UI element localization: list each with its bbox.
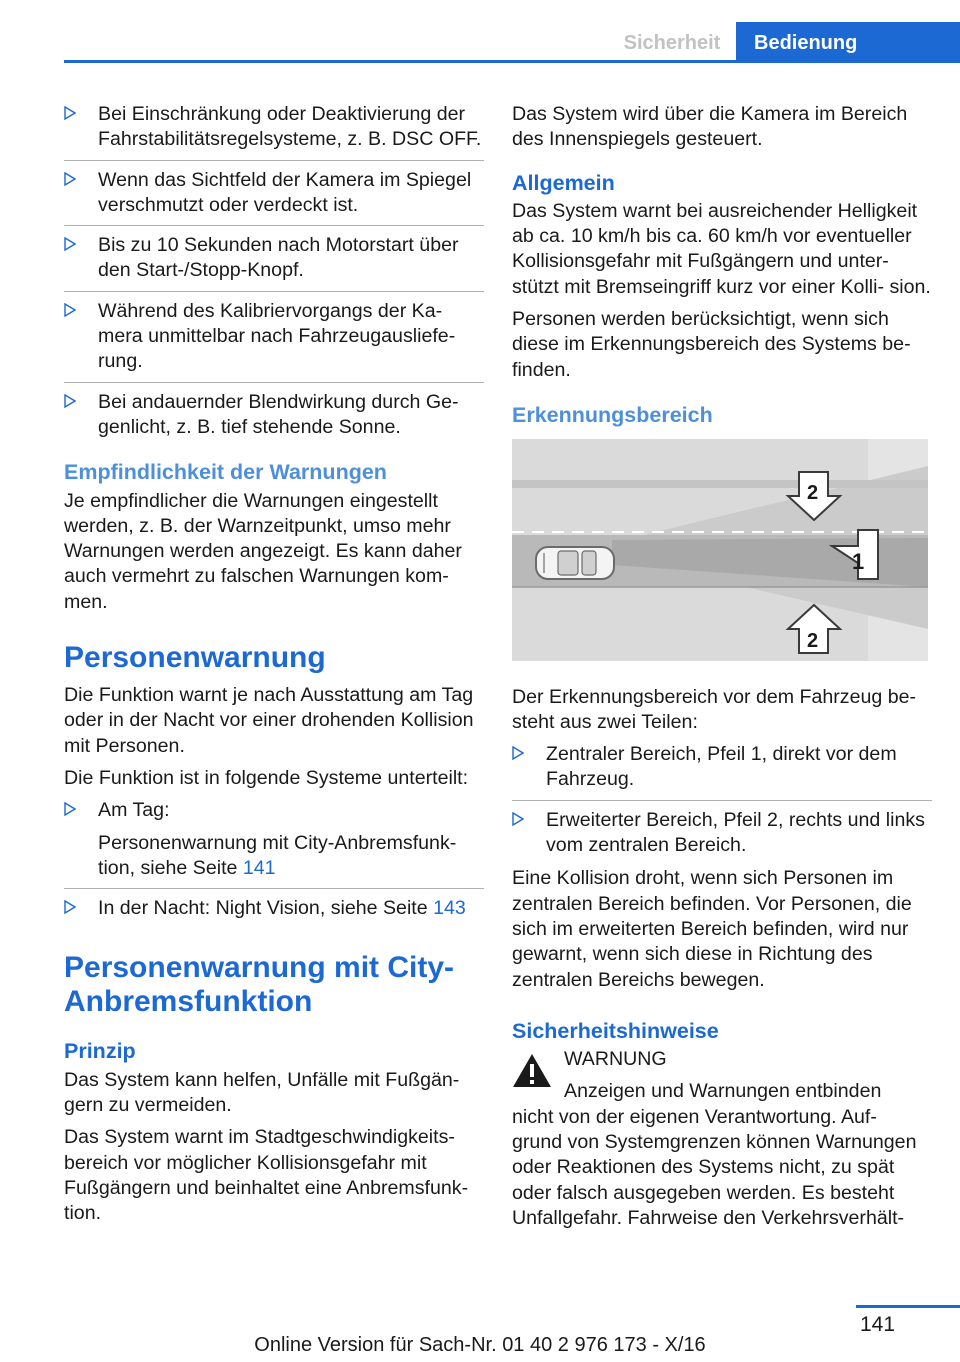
systems-list — [64, 798, 484, 921]
warning-box — [512, 1047, 932, 1231]
prinzip-text-1: Das System kann helfen, Unfälle mit Fußgän‐ gern zu vermeiden. — [64, 1068, 460, 1117]
list-item: Bei andauernder Blendwirkung durch Ge‐ genlicht, z. B. tief stehende Sonne. — [64, 390, 484, 441]
arrow-2-bottom-label: 2 — [807, 630, 819, 653]
allgemein-text-2: Personen werden berücksichtigt, wenn sich diese im Erkennungsbereich des Systems be‐ finden. — [512, 308, 911, 381]
list-item-am-tag: Am Tag: Personenwarnung mit City-Anbremsfunk‐ tion, siehe Seite 141 — [64, 798, 484, 889]
empfindlichkeit-heading: Empfindlichkeit der Warnungen — [64, 460, 387, 485]
warning-label: WARNUNG — [564, 1048, 667, 1071]
list-item-nacht: In der Nacht: Night Vision, siehe Seite 143 — [64, 896, 484, 921]
prinzip-heading: Prinzip — [64, 1039, 136, 1064]
allgemein-heading: Allgemein — [512, 170, 615, 195]
triangle-bullet-icon — [64, 802, 76, 816]
car-icon — [536, 547, 614, 579]
left-column — [64, 102, 484, 1234]
arrow-1-label: 1 — [852, 549, 865, 575]
warning-text: nicht von der eigenen Verantwortung. Auf‐ grund von Systemgrenzen können Warnungen oder Reaktionen des Systems nicht, zu spät oder falsch ausgegeben werden. Es besteht Unfallgefahr. Fahrweise den Verkehrsverhält‐ — [512, 1105, 917, 1229]
triangle-bullet-icon — [64, 237, 76, 251]
triangle-bullet-icon — [64, 303, 76, 317]
kamera-text: Das System wird über die Kamera im Bereich des Innenspiegels gesteuert. — [512, 103, 908, 151]
personenwarnung-heading: Personenwarnung — [64, 641, 326, 675]
list-item: Zentraler Bereich, Pfeil 1, direkt vor dem Fahrzeug. — [512, 742, 932, 801]
city-anbremsfunktion-heading: Personenwarnung mit City-Anbremsfunktion — [64, 951, 455, 1019]
erkennungsbereich-text-1: Der Erkennungsbereich vor dem Fahrzeug be‐ steht aus zwei Teilen: — [512, 685, 917, 733]
list-item: Während des Kalibriervorgangs der Ka‐ mera unmittelbar nach Fahrzeugausliefe‐ rung. — [64, 299, 484, 383]
prinzip-text-2: Das System warnt im Stadtgeschwindigkeits‐ bereich vor möglicher Kollisionsgefahr mit Fußgängern und beinhaltet eine Anbremsfunk‐ tion. — [64, 1126, 469, 1225]
footer-rule — [856, 1305, 960, 1308]
list-item: Wenn das Sichtfeld der Kamera im Spiegel verschmutzt oder verdeckt ist. — [64, 168, 484, 227]
erkennungsbereich-heading: Erkennungsbereich — [512, 402, 713, 427]
warning-line-1: Anzeigen und Warnungen entbinden — [564, 1080, 882, 1103]
allgemein-text-1: Das System warnt bei ausreichender Helligkeit ab ca. 10 km/h bis ca. 60 km/h vor eventueller Kollisionsgefahr mit Fußgängern und unter‐ stützt mit Bremseingriff kurz vor einer Kolli‐ sion. — [512, 199, 931, 298]
footer-text: Online Version für Sach-Nr. 01 40 2 976 173 - X/16 — [254, 1334, 706, 1356]
list-item: Bei Einschränkung oder Deaktivierung der Fahrstabilitätsregelsysteme, z. B. DSC OFF. — [64, 102, 484, 161]
right-column — [512, 102, 932, 1231]
sicherheitshinweise-heading: Sicherheitshinweise — [512, 1018, 719, 1043]
detection-area-figure — [512, 439, 928, 661]
erkennungsbereich-text-2: Eine Kollision droht, wenn sich Personen im zentralen Bereich befinden. Vor Personen, die sich im erweiterten Bereich befinden, wird nur gewarnt, wenn sich diese in Richtung des zentralen Bereichs bewegen. — [512, 867, 912, 991]
personenwarnung-text-1: Die Funktion warnt je nach Ausstattung am Tag oder in der Nacht vor einer drohenden Kollision mit Personen. — [64, 684, 474, 757]
triangle-bullet-icon — [64, 172, 76, 186]
page-number: 141 — [860, 1313, 896, 1336]
triangle-bullet-icon — [512, 746, 524, 760]
warning-triangle-icon — [512, 1053, 552, 1088]
arrow-2-top-label: 2 — [807, 482, 819, 505]
list-item: Erweiterter Bereich, Pfeil 2, rechts und links vom zentralen Bereich. — [512, 808, 932, 859]
triangle-bullet-icon — [512, 812, 524, 826]
page-link-141[interactable]: 141 — [242, 856, 276, 879]
areas-list — [512, 742, 932, 858]
limitations-list — [64, 102, 484, 440]
triangle-bullet-icon — [64, 900, 76, 914]
personenwarnung-text-2: Die Funktion ist in folgende Systeme unterteilt: — [64, 766, 469, 789]
tab-sicherheit[interactable]: Sicherheit — [623, 32, 721, 54]
tab-bedienung[interactable]: Bedienung — [736, 22, 960, 62]
page-link-143[interactable]: 143 — [433, 897, 466, 920]
triangle-bullet-icon — [64, 106, 76, 120]
triangle-bullet-icon — [64, 394, 76, 408]
empfindlichkeit-text: Je empfindlicher die Warnungen eingestellt werden, z. B. der Warnzeitpunkt, umso mehr Warnungen werden angezeigt. Es kann daher auch vermehrt zu falschen Warnungen kom‐ men. — [64, 489, 462, 613]
list-item: Bis zu 10 Sekunden nach Motorstart über den Start-/Stopp-Knopf. — [64, 233, 484, 292]
